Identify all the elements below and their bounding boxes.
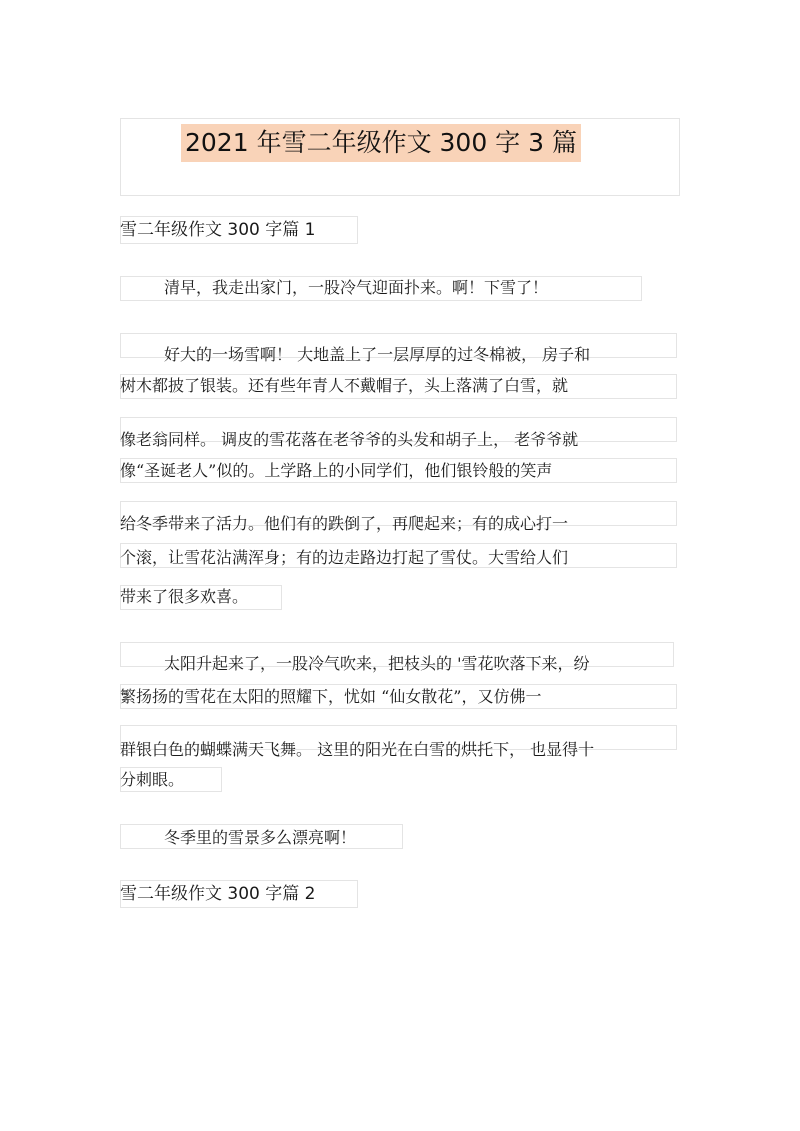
paragraph-line: 带来了很多欢喜。 bbox=[120, 587, 249, 606]
section-heading-1: 雪二年级作文 300 字篇 1 bbox=[120, 220, 316, 240]
page-title: 2021 年雪二年级作文 300 字 3 篇 bbox=[181, 124, 581, 162]
paragraph-line: 像老翁同样。 调皮的雪花落在老爷爷的头发和胡子上， 老爷爷就 bbox=[120, 430, 579, 449]
paragraph-line: 繁扬扬的雪花在太阳的照耀下，忧如 “仙女散花”，又仿佛一 bbox=[120, 687, 542, 706]
paragraph-line: 个滚，让雪花沾满浑身；有的边走路边打起了雪仗。大雪给人们 bbox=[120, 548, 569, 567]
section-heading-2: 雪二年级作文 300 字篇 2 bbox=[120, 884, 316, 904]
paragraph-line: 冬季里的雪景多么漂亮啊！ bbox=[164, 828, 357, 847]
paragraph-line: 分刺眼。 bbox=[120, 770, 185, 789]
paragraph-line: 给冬季带来了活力。他们有的跌倒了，再爬起来；有的成心打一 bbox=[120, 514, 569, 533]
paragraph-line: 群银白色的蝴蝶满天飞舞。 这里的阳光在白雪的烘托下， 也显得十 bbox=[120, 740, 595, 759]
paragraph-line: 树木都披了银装。还有些年青人不戴帽子，头上落满了白雪，就 bbox=[120, 376, 569, 395]
paragraph-line: 清早，我走出家门，一股冷气迎面扑来。啊！下雪了！ bbox=[164, 278, 549, 297]
paragraph-line: 太阳升起来了，一股冷气吹来，把枝头的 '雪花吹落下来，纷 bbox=[164, 654, 590, 673]
paragraph-line: 像“圣诞老人”似的。上学路上的小同学们，他们银铃般的笑声 bbox=[120, 461, 553, 480]
paragraph-line: 好大的一场雪啊！ 大地盖上了一层厚厚的过冬棉被， 房子和 bbox=[164, 345, 591, 364]
